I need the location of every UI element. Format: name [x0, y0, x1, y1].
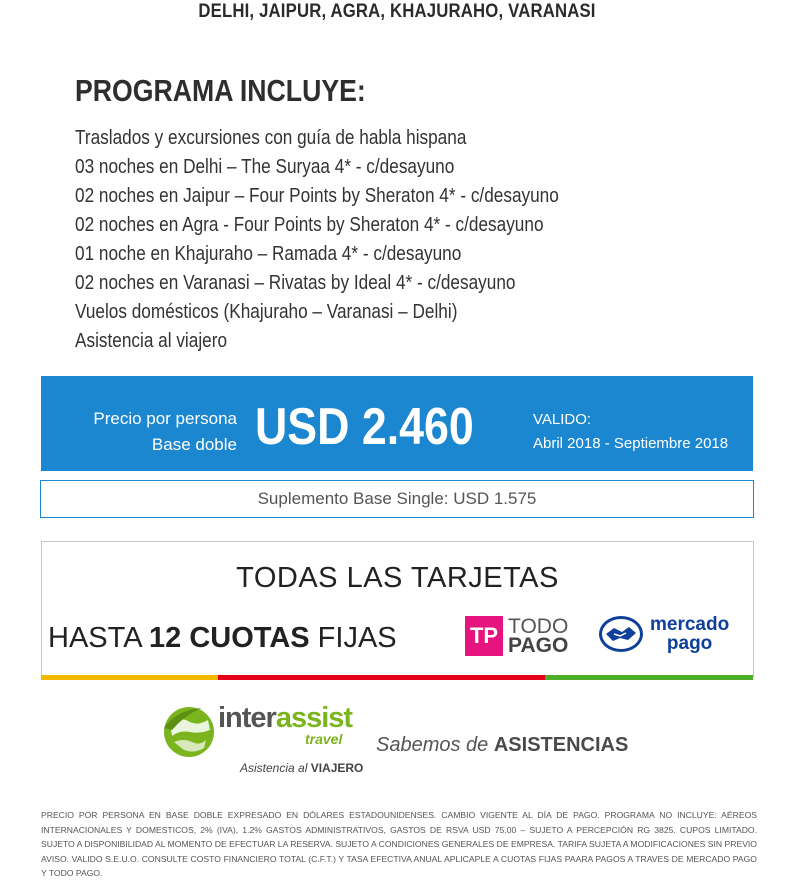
- globe-icon: [162, 704, 218, 760]
- legal-disclaimer: PRECIO POR PERSONA EN BASE DOBLE EXPRESADO EN DÓLARES ESTADOUNIDENSES. CAMBIO VIGENTE AL DÍA DE PAGO. PROGRAMA NO INCLUYE: AÉREOS INTERNACIONALES Y DOMESTICOS, 2% (IVA), 1.2% GASTOS ADMINISTRATIVOS, GASTOS DE RSVA USD 75.00 – SUJETO A PERCEPCIÓN RG 3825. CUPOS LIMITADO. SUJETO A DISPONIBILIDAD AL MOMENTO DE EFECTUAR LA RESERVA. SUJETO A CONDICIONES GENERALES DE EMPRESA. TARIFA SUJETA A MODIFICACIONES SIN PREVIO AVISO. VALIDO S.E.U.O. CONSULTE COSTO FINANCIERO TOTAL (C.F.T.) Y TASA EFECTIVA ANUAL APLICAPLE A CUOTAS FIJAS PAARA PAGOS A TRAVES DE MERCADO PAGO Y TODO PAGO.: [41, 810, 757, 878]
- price-banner: [41, 376, 753, 471]
- interassist-travel: travel: [305, 731, 343, 747]
- installments-text: HASTA 12 CUOTAS FIJAS: [48, 622, 397, 654]
- validity-label: VALIDO:: [533, 411, 592, 428]
- mercadopago-logo: mercado pago: [598, 614, 729, 654]
- list-item: 02 noches en Jaipur – Four Points by Sheraton 4* - c/desayuno: [75, 185, 559, 207]
- handshake-icon: [598, 614, 644, 654]
- price-label: [93, 406, 237, 458]
- color-strip-yellow: [41, 675, 218, 680]
- list-item: 03 noches en Delhi – The Suryaa 4* - c/desayuno: [75, 156, 455, 178]
- single-supplement: Suplemento Base Single: USD 1.575: [40, 480, 754, 518]
- list-item: 01 noche en Khajuraho – Ramada 4* - c/desayuno: [75, 243, 462, 265]
- list-item: Vuelos domésticos (Khajuraho – Varanasi – Delhi): [75, 301, 458, 323]
- list-item: Asistencia al viajero: [75, 330, 228, 352]
- todopago-icon: TP: [465, 616, 503, 656]
- validity-range: Abril 2018 - Septiembre 2018: [533, 435, 729, 452]
- includes-list: [75, 124, 559, 356]
- validity: [533, 408, 728, 456]
- payment-title: TODAS LAS TARJETAS: [236, 562, 559, 594]
- color-strip-green: [545, 675, 753, 680]
- price-label-line2: Base doble: [151, 435, 237, 454]
- route-heading: DELHI, JAIPUR, AGRA, KHAJURAHO, VARANASI: [198, 1, 596, 22]
- payment-box: [41, 541, 754, 677]
- includes-title: PROGRAMA INCLUYE:: [75, 73, 366, 108]
- todopago-logo: TP TODO PAGO: [465, 615, 568, 657]
- interassist-tagline: Asistencia al VIAJERO: [240, 761, 364, 775]
- interassist-wordmark: interassist: [218, 702, 353, 734]
- list-item: Traslados y excursiones con guía de habla hispana: [75, 127, 467, 149]
- slogan: Sabemos de ASISTENCIAS: [376, 734, 629, 756]
- list-item: 02 noches en Agra - Four Points by Sheraton 4* - c/desayuno: [75, 214, 544, 236]
- color-strip-red: [218, 675, 545, 680]
- price-value: USD 2.460: [255, 398, 474, 456]
- list-item: 02 noches en Varanasi – Rivatas by Ideal 4* - c/desayuno: [75, 272, 516, 294]
- price-label-line1: Precio por persona: [93, 409, 237, 428]
